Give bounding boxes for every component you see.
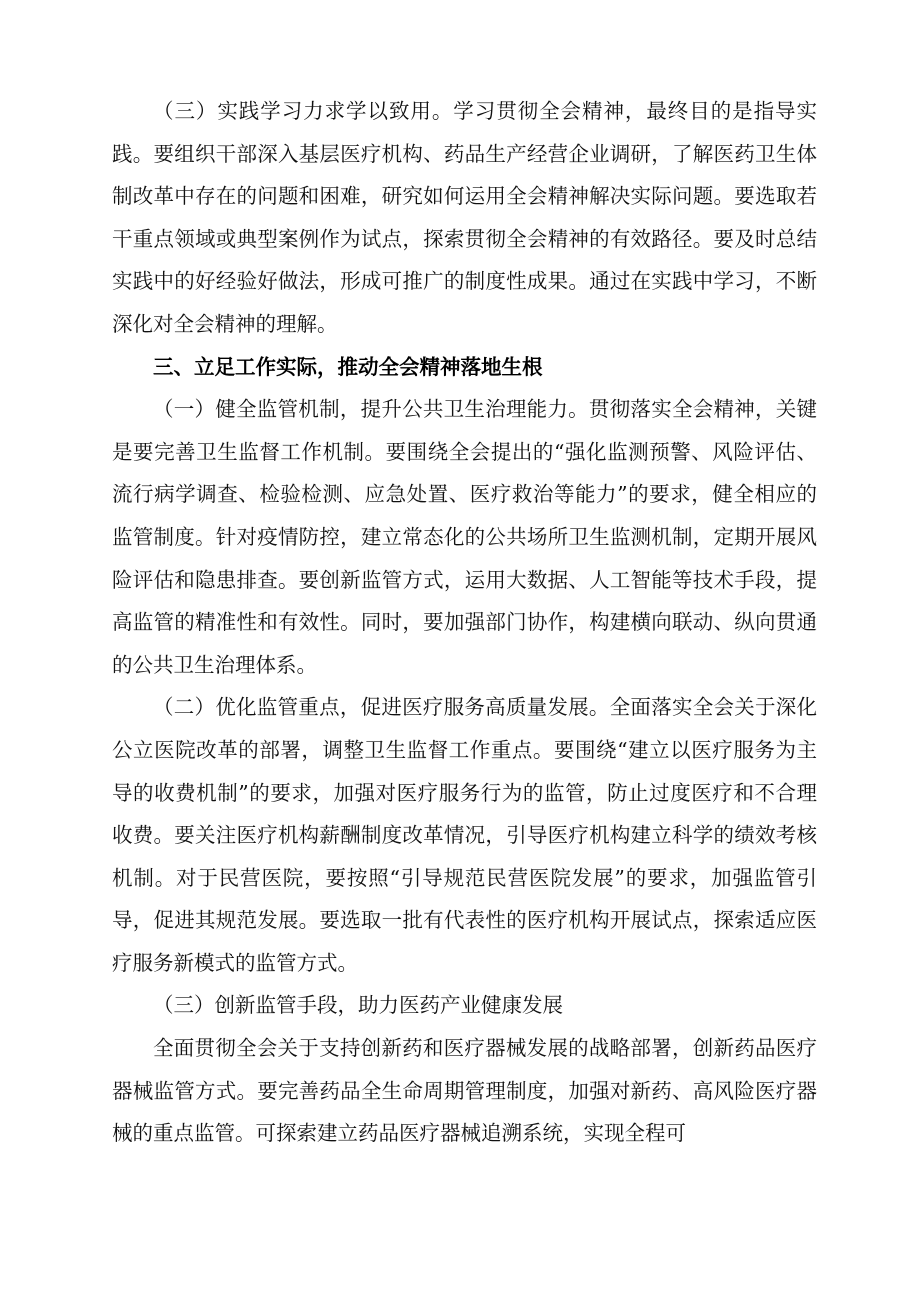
document-body [112,90,817,1155]
section-heading-three: 三、立足工作实际，推动全会精神落地生根 [153,354,543,379]
paragraph-innovation-drugs: 全面贯彻全会关于支持创新药和医疗器械发展的战略部署，创新药品医疗器械监管方式。要完善药品全生命周期管理制度，加强对新药、高风险医疗器械的重点监管。可探索建立药品医疗器械追溯系统，实现全程可 [112,1036,817,1146]
subheading-innovation-means: （三）创新监管手段，助力医药产业健康发展 [153,993,563,1018]
paragraph-supervision-focus: （二）优化监管重点，促进医疗服务高质量发展。全面落实全会关于深化公立医院改革的部署，调整卫生监督工作重点。要围绕“建立以医疗服务为主导的收费机制”的要求，加强对医疗服务行为的监管，防止过度医疗和不合理收费。要关注医疗机构薪酬制度改革情况，引导医疗机构建立科学的绩效考核机制。对于民营医院，要按照“引导规范民营医院发展”的要求，加强监管引导，促进其规范发展。要选取一批有代表性的医疗机构开展试点，探索适应医疗服务新模式的监管方式。 [112,695,817,975]
paragraph-supervision-mechanism: （一）健全监管机制，提升公共卫生治理能力。贯彻落实全会精神，关键是要完善卫生监督工作机制。要围绕全会提出的“强化监测预警、风险评估、流行病学调查、检验检测、应急处置、医疗救治等能力”的要求，健全相应的监管制度。针对疫情防控，建立常态化的公共场所卫生监测机制，定期开展风险评估和隐患排查。要创新监管方式，运用大数据、人工智能等技术手段，提高监管的精准性和有效性。同时，要加强部门协作，构建横向联动、纵向贯通的公共卫生治理体系。 [112,397,817,677]
paragraph-practice-learning: （三）实践学习力求学以致用。学习贯彻全会精神，最终目的是指导实践。要组织干部深入基层医疗机构、药品生产经营企业调研，了解医药卫生体制改革中存在的问题和困难，研究如何运用全会精神解决实际问题。要选取若干重点领域或典型案例作为试点，探索贯彻全会精神的有效路径。要及时总结实践中的好经验好做法，形成可推广的制度性成果。通过在实践中学习，不断深化对全会精神的理解。 [112,99,817,336]
